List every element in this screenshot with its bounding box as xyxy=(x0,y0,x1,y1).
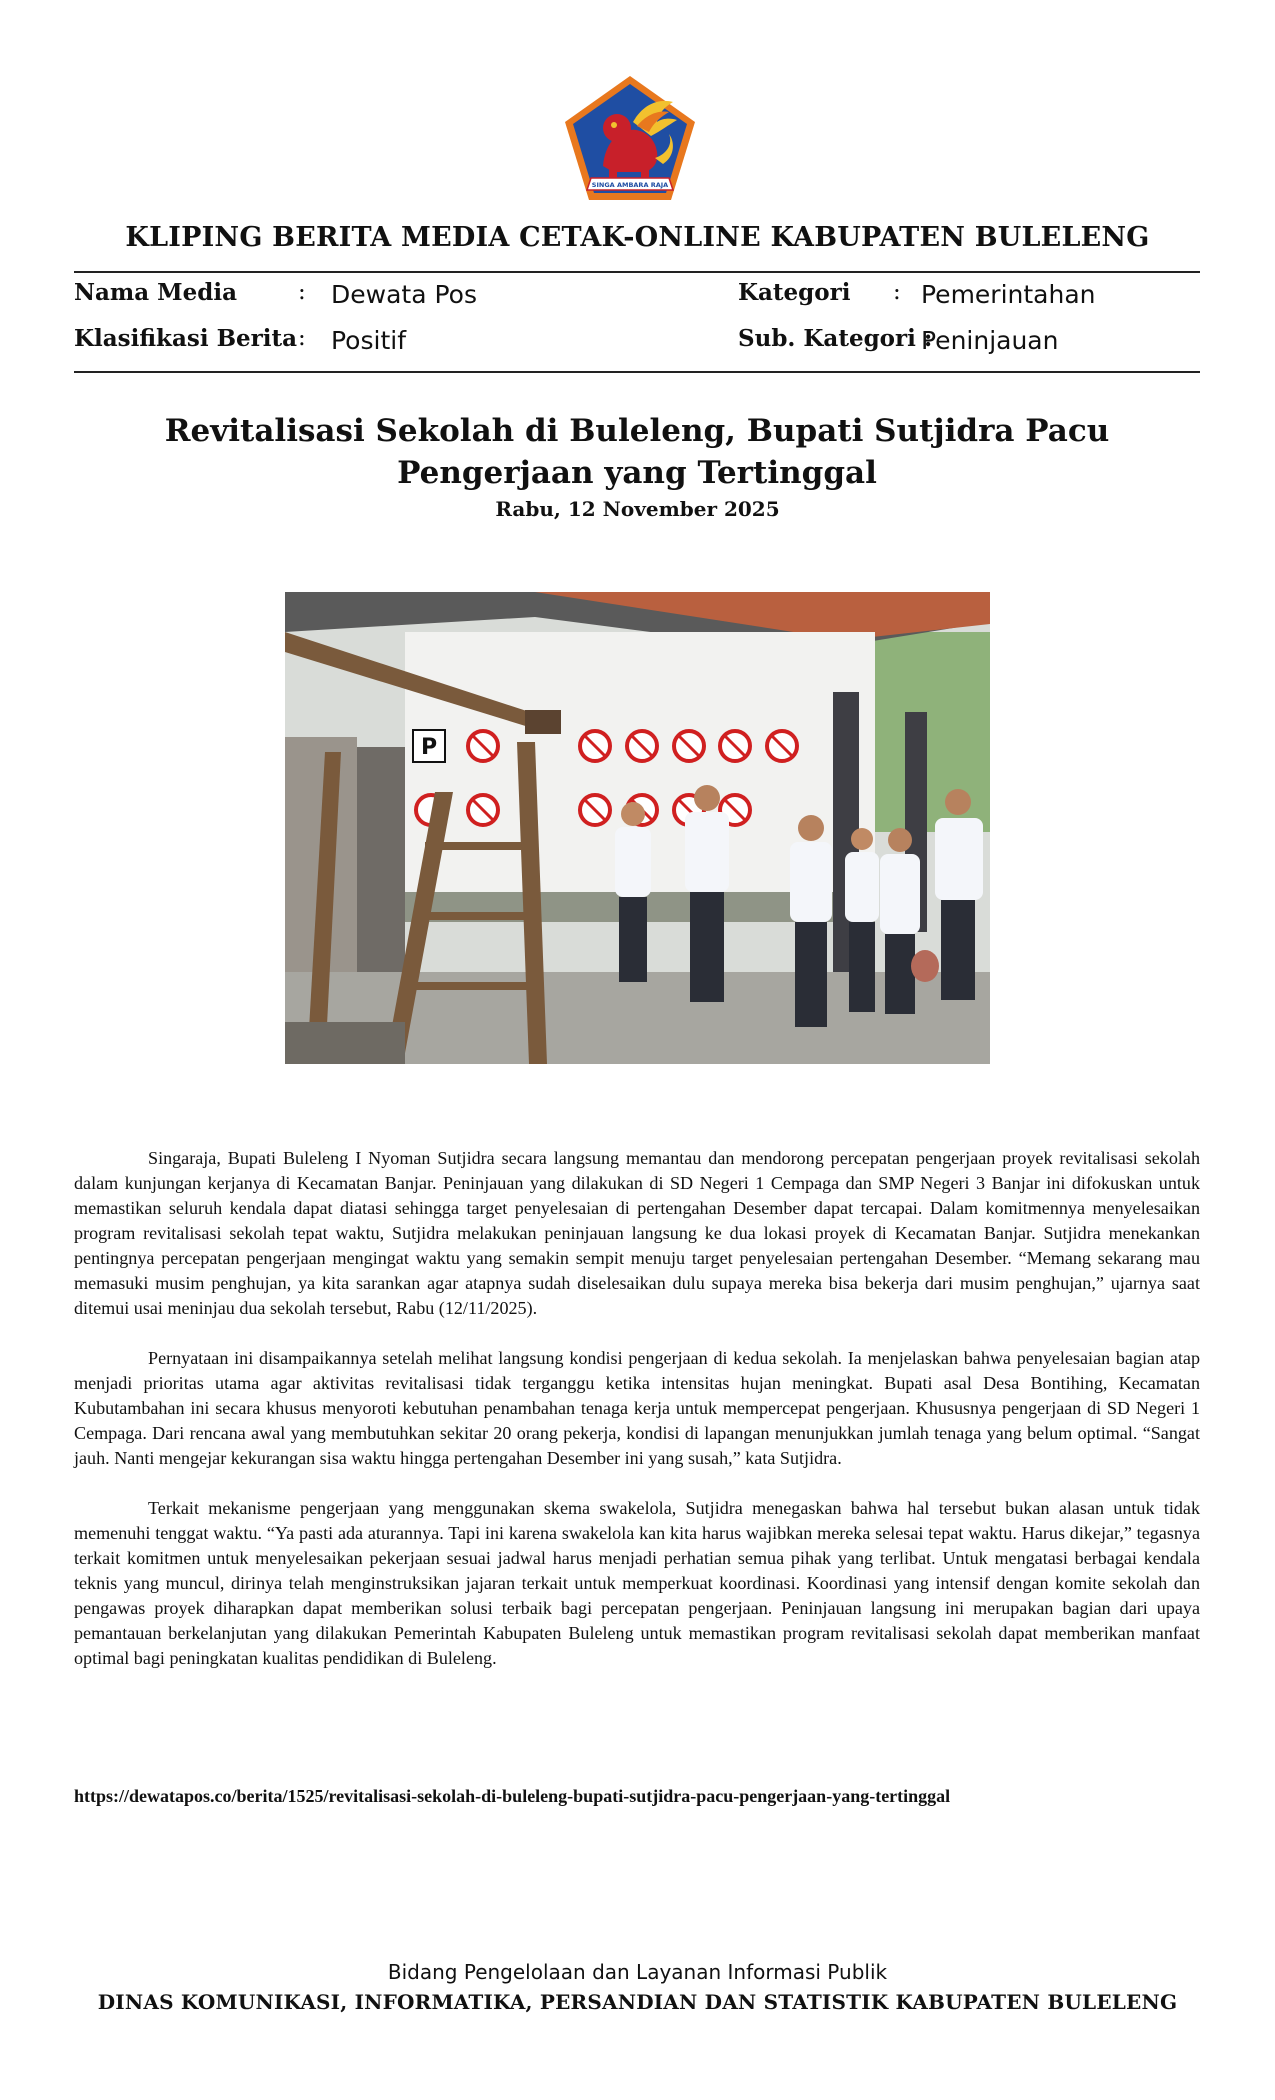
header-rule-top xyxy=(74,271,1200,273)
sub-kategori-label: Sub. Kategori : xyxy=(738,325,933,352)
footer-division: Bidang Pengelolaan dan Layanan Informasi Publik xyxy=(387,1960,888,1984)
footer-agency: DINAS KOMUNIKASI, INFORMATIKA, PERSANDIAN DAN STATISTIK KABUPATEN BULELENG xyxy=(97,1990,1178,2014)
kliping-header-title: KLIPING BERITA MEDIA CETAK-ONLINE KABUPATEN BULELENG xyxy=(125,222,1150,253)
svg-text:SINGA AMBARA RAJA: SINGA AMBARA RAJA xyxy=(591,181,669,189)
article-paragraph-3: Terkait mekanisme pengerjaan yang menggunakan skema swakelola, Sutjidra menegaskan bahwa hal tersebut bukan alasan untuk tidak memenuhi tenggat waktu. “Ya pasti ada aturannya. Tapi ini karena swakelola kan kita harus wajibkan mereka selesai tepat waktu. Harus dikejar,” tegasnya terkait komitmen untuk menyelesaikan pekerjaan sesuai jadwal harus menjadi perhatian semua pihak yang terlibat. Untuk mengatasi berbagai kendala teknis yang muncul, dirinya telah menginstruksikan jajaran terkait untuk memperkuat koordinasi. Koordinasi yang intensif dengan komite sekolah dan pengawas proyek diharapkan dapat memberikan solusi terbaik bagi percepatan pengerjaan. Peninjauan langsung ini merupakan bagian dari upaya pemantauan berkelanjutan yang dilakukan Pemerintah Kabupaten Buleleng untuk memastikan program revitalisasi sekolah dapat memberikan manfaat optimal bagi peningkatan kualitas pendidikan di Buleleng. xyxy=(74,1498,1200,1668)
prohibition-signs-row-top xyxy=(413,730,797,762)
article-body xyxy=(74,1146,1200,1696)
klasifikasi-berita-value: Positif xyxy=(331,326,406,355)
nama-media-value: Dewata Pos xyxy=(331,280,477,309)
sub-kategori-value: Peninjauan xyxy=(921,326,1059,355)
article-paragraph-2: Pernyataan ini disampaikannya setelah melihat langsung kondisi pengerjaan di kedua sekolah. Ia menjelaskan bahwa penyelesaian bagian atap menjadi prioritas utama agar aktivitas revitalisasi tidak terganggu ketika intensitas hujan meningkat. Bupati asal Desa Bontihing, Kecamatan Kubutambahan ini secara khusus menyoroti kebutuhan penambahan tenaga kerja untuk mempercepat pengerjaan. Khususnya pengerjaan di SD Negeri 1 Cempaga. Dari rencana awal yang membutuhkan sekitar 20 orang pekerja, kondisi di lapangan menunjukkan jumlah tenaga yang belum optimal. “Sangat jauh. Nanti mengejar kekurangan sisa waktu hingga pertengahan Desember ini yang susah,” kata Sutjidra. xyxy=(74,1348,1200,1468)
nama-media-colon: : xyxy=(298,279,306,305)
kategori-value: Pemerintahan xyxy=(921,280,1096,309)
article-date: Rabu, 12 November 2025 xyxy=(495,497,780,521)
article-paragraph-1: Singaraja, Bupati Buleleng I Nyoman Sutjidra secara langsung memantau dan mendorong percepatan pengerjaan proyek revitalisasi sekolah dalam kunjungan kerjanya di Kecamatan Banjar. Peninjauan yang dilakukan di SD Negeri 1 Cempaga dan SMP Negeri 3 Banjar ini difokuskan untuk memastikan seluruh kendala dapat diatasi sehingga target penyelesaian di pertengahan Desember dapat tercapai. Dalam komitmennya menyelesaikan program revitalisasi sekolah tepat waktu, Sutjidra melakukan peninjauan langsung ke dua lokasi proyek di Kecamatan Banjar. Sutjidra menekankan pentingnya percepatan pengerjaan mengingat waktu yang semakin sempit menuju target penyelesaian pertengahan Desember. “Memang sekarang mau memasuki musim penghujan, ya kita sarankan agar atapnya sudah diselesaikan dulu supaya mereka bisa bekerja dari musim penghujan,” ujarnya saat ditemui usai meninjau dua sekolah tersebut, Rabu (12/11/2025). xyxy=(74,1148,1200,1318)
article-source-link[interactable]: https://dewatapos.co/berita/1525/revitalisasi-sekolah-di-buleleng-bupati-sutjidra-pacu-pengerjaan-yang-tertinggal xyxy=(74,1786,951,1806)
article-photo xyxy=(285,592,990,1064)
klasifikasi-berita-colon: : xyxy=(298,325,306,351)
kategori-label: Kategori xyxy=(738,279,851,306)
header-rule-bottom xyxy=(74,371,1200,373)
article-headline: Revitalisasi Sekolah di Buleleng, Bupati Sutjidra Pacu Pengerjaan yang Tertinggal xyxy=(164,413,1110,491)
klasifikasi-berita-label: Klasifikasi Berita xyxy=(74,325,298,352)
svg-text:P: P xyxy=(420,735,438,760)
buleleng-emblem-logo xyxy=(563,74,697,202)
kategori-colon: : xyxy=(893,279,901,305)
nama-media-label: Nama Media xyxy=(74,279,237,306)
